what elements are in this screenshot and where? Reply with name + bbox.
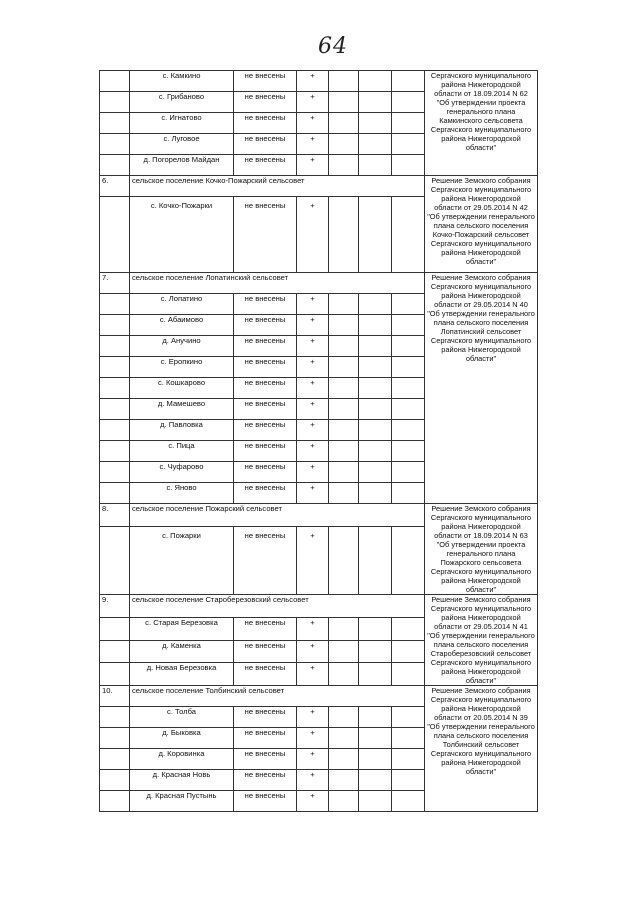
empty-cell xyxy=(329,617,359,640)
section-document: Решение Земского собрания Сергачского муниципального района Нижегородской области от 29.05.2014 N 40 "Об утверждении генерального плана сельского поселения Лопатинский сельсовет Сергачского муниципального района Нижегородской области" xyxy=(425,273,538,504)
row-number-cell xyxy=(100,420,130,441)
section-header-row xyxy=(100,176,538,197)
row-number-cell xyxy=(100,155,130,176)
changes-status: не внесены xyxy=(234,294,297,315)
empty-cell xyxy=(392,315,425,336)
changes-status: не внесены xyxy=(234,420,297,441)
row-number-cell xyxy=(100,399,130,420)
row-number-cell xyxy=(100,770,130,791)
empty-cell xyxy=(359,336,392,357)
row-number-cell xyxy=(100,483,130,504)
empty-cell xyxy=(392,663,425,686)
row-number-cell xyxy=(100,663,130,686)
plan-mark: + xyxy=(297,155,329,176)
row-number-cell xyxy=(100,92,130,113)
plan-mark: + xyxy=(297,92,329,113)
empty-cell xyxy=(392,113,425,134)
empty-cell xyxy=(359,640,392,663)
row-number-cell xyxy=(100,526,130,594)
empty-cell xyxy=(392,399,425,420)
changes-status: не внесены xyxy=(234,770,297,791)
plan-mark: + xyxy=(297,462,329,483)
empty-cell xyxy=(359,134,392,155)
plan-mark: + xyxy=(297,791,329,812)
empty-cell xyxy=(359,483,392,504)
plan-mark: + xyxy=(297,441,329,462)
empty-cell xyxy=(392,462,425,483)
changes-status: не внесены xyxy=(234,336,297,357)
settlement-name: с. Пожарки xyxy=(130,526,234,594)
changes-status: не внесены xyxy=(234,441,297,462)
table-body xyxy=(100,71,538,812)
empty-cell xyxy=(329,707,359,728)
plan-mark: + xyxy=(297,336,329,357)
empty-cell xyxy=(392,197,425,273)
settlement-name: д. Каменка xyxy=(130,640,234,663)
section-document: Решение Земского собрания Сергачского муниципального района Нижегородской области от 29.05.2014 N 41 "Об утверждении генерального плана сельского поселения Староберезовский сельсовет Сергачского муниципального района Нижегородской области" xyxy=(425,595,538,686)
empty-cell xyxy=(329,134,359,155)
empty-cell xyxy=(329,378,359,399)
empty-cell xyxy=(359,526,392,594)
section-title: сельское поселение Лопатинский сельсовет xyxy=(130,273,425,294)
empty-cell xyxy=(329,791,359,812)
changes-status: не внесены xyxy=(234,749,297,770)
plan-mark: + xyxy=(297,420,329,441)
changes-status: не внесены xyxy=(234,71,297,92)
changes-status: не внесены xyxy=(234,663,297,686)
empty-cell xyxy=(392,378,425,399)
empty-cell xyxy=(329,197,359,273)
empty-cell xyxy=(329,92,359,113)
settlement-name: д. Павловка xyxy=(130,420,234,441)
empty-cell xyxy=(329,357,359,378)
settlement-name: д. Погорелов Майдан xyxy=(130,155,234,176)
changes-status: не внесены xyxy=(234,526,297,594)
empty-cell xyxy=(359,92,392,113)
settlements-table xyxy=(99,70,538,812)
empty-cell xyxy=(359,441,392,462)
changes-status: не внесены xyxy=(234,399,297,420)
settlement-name: с. Кошкарово xyxy=(130,378,234,399)
section-number: 6. xyxy=(100,176,130,197)
changes-status: не внесены xyxy=(234,617,297,640)
plan-mark: + xyxy=(297,357,329,378)
settlement-name: д. Новая Березовка xyxy=(130,663,234,686)
changes-status: не внесены xyxy=(234,113,297,134)
section-header-row xyxy=(100,273,538,294)
settlement-name: с. Луговое xyxy=(130,134,234,155)
settlement-name: с. Пица xyxy=(130,441,234,462)
settlement-name: с. Кочко-Пожарки xyxy=(130,197,234,273)
empty-cell xyxy=(329,441,359,462)
changes-status: не внесены xyxy=(234,707,297,728)
settlement-name: д. Красная Новь xyxy=(130,770,234,791)
section-number: 10. xyxy=(100,686,130,707)
empty-cell xyxy=(359,791,392,812)
settlement-name: с. Абаимово xyxy=(130,315,234,336)
empty-cell xyxy=(392,336,425,357)
changes-status: не внесены xyxy=(234,791,297,812)
changes-status: не внесены xyxy=(234,728,297,749)
empty-cell xyxy=(359,155,392,176)
row-number-cell xyxy=(100,640,130,663)
settlement-name: с. Толба xyxy=(130,707,234,728)
empty-cell xyxy=(392,640,425,663)
empty-cell xyxy=(359,420,392,441)
row-number-cell xyxy=(100,357,130,378)
empty-cell xyxy=(392,749,425,770)
empty-cell xyxy=(392,294,425,315)
empty-cell xyxy=(329,336,359,357)
empty-cell xyxy=(329,728,359,749)
changes-status: не внесены xyxy=(234,357,297,378)
section-document: Сергачского муниципального района Нижегородской области от 18.09.2014 N 62 "Об утверждении проекта генерального плана Камкинского сельсовета Сергачского муниципального района Нижегородской области" xyxy=(425,71,538,176)
section-number: 9. xyxy=(100,595,130,618)
settlement-name: с. Чуфарово xyxy=(130,462,234,483)
plan-mark: + xyxy=(297,71,329,92)
empty-cell xyxy=(392,526,425,594)
empty-cell xyxy=(392,707,425,728)
empty-cell xyxy=(392,483,425,504)
table-row xyxy=(100,71,538,92)
row-number-cell xyxy=(100,728,130,749)
row-number-cell xyxy=(100,294,130,315)
empty-cell xyxy=(359,378,392,399)
row-number-cell xyxy=(100,462,130,483)
empty-cell xyxy=(329,640,359,663)
row-number-cell xyxy=(100,134,130,155)
empty-cell xyxy=(329,526,359,594)
plan-mark: + xyxy=(297,770,329,791)
empty-cell xyxy=(329,462,359,483)
empty-cell xyxy=(329,749,359,770)
empty-cell xyxy=(359,663,392,686)
empty-cell xyxy=(359,357,392,378)
section-title: сельское поселение Кочко-Пожарский сельсовет xyxy=(130,176,425,197)
empty-cell xyxy=(359,71,392,92)
empty-cell xyxy=(392,728,425,749)
plan-mark: + xyxy=(297,663,329,686)
empty-cell xyxy=(392,357,425,378)
empty-cell xyxy=(359,399,392,420)
page-number: 64 xyxy=(318,34,348,59)
row-number-cell xyxy=(100,197,130,273)
plan-mark: + xyxy=(297,399,329,420)
row-number-cell xyxy=(100,378,130,399)
row-number-cell xyxy=(100,336,130,357)
settlement-name: с. Старая Березовка xyxy=(130,617,234,640)
plan-mark: + xyxy=(297,197,329,273)
empty-cell xyxy=(392,92,425,113)
plan-mark: + xyxy=(297,749,329,770)
empty-cell xyxy=(329,315,359,336)
section-header-row xyxy=(100,686,538,707)
empty-cell xyxy=(392,155,425,176)
empty-cell xyxy=(329,294,359,315)
row-number-cell xyxy=(100,617,130,640)
section-header-row xyxy=(100,595,538,618)
plan-mark: + xyxy=(297,640,329,663)
changes-status: не внесены xyxy=(234,155,297,176)
empty-cell xyxy=(329,155,359,176)
row-number-cell xyxy=(100,441,130,462)
empty-cell xyxy=(359,462,392,483)
plan-mark: + xyxy=(297,483,329,504)
section-number: 7. xyxy=(100,273,130,294)
empty-cell xyxy=(359,197,392,273)
empty-cell xyxy=(359,728,392,749)
settlement-name: с. Лопатино xyxy=(130,294,234,315)
empty-cell xyxy=(359,315,392,336)
settlement-name: с. Яново xyxy=(130,483,234,504)
empty-cell xyxy=(329,71,359,92)
empty-cell xyxy=(329,663,359,686)
plan-mark: + xyxy=(297,617,329,640)
empty-cell xyxy=(359,294,392,315)
empty-cell xyxy=(359,113,392,134)
settlement-name: д. Красная Пустынь xyxy=(130,791,234,812)
changes-status: не внесены xyxy=(234,134,297,155)
section-title: сельское поселение Староберезовский сельсовет xyxy=(130,595,425,618)
empty-cell xyxy=(392,441,425,462)
empty-cell xyxy=(359,617,392,640)
empty-cell xyxy=(329,420,359,441)
plan-mark: + xyxy=(297,294,329,315)
settlement-name: с. Игнатово xyxy=(130,113,234,134)
settlement-name: д. Мамешево xyxy=(130,399,234,420)
changes-status: не внесены xyxy=(234,462,297,483)
section-number: 8. xyxy=(100,504,130,527)
section-title: сельское поселение Толбинский сельсовет xyxy=(130,686,425,707)
empty-cell xyxy=(392,134,425,155)
plan-mark: + xyxy=(297,526,329,594)
empty-cell xyxy=(392,770,425,791)
row-number-cell xyxy=(100,315,130,336)
plan-mark: + xyxy=(297,113,329,134)
empty-cell xyxy=(329,113,359,134)
plan-mark: + xyxy=(297,134,329,155)
empty-cell xyxy=(329,483,359,504)
row-number-cell xyxy=(100,71,130,92)
section-document: Решение Земского собрания Сергачского муниципального района Нижегородской области от 18.09.2014 N 63 "Об утверждении проекта генерального плана Пожарского сельсовета Сергачского муниципального района Нижегородской области" xyxy=(425,504,538,595)
settlement-name: д. Коровинка xyxy=(130,749,234,770)
empty-cell xyxy=(392,791,425,812)
row-number-cell xyxy=(100,791,130,812)
settlement-name: д. Быковка xyxy=(130,728,234,749)
settlement-name: с. Грибаново xyxy=(130,92,234,113)
section-header-row xyxy=(100,504,538,527)
changes-status: не внесены xyxy=(234,378,297,399)
empty-cell xyxy=(359,707,392,728)
plan-mark: + xyxy=(297,378,329,399)
row-number-cell xyxy=(100,749,130,770)
changes-status: не внесены xyxy=(234,483,297,504)
empty-cell xyxy=(359,770,392,791)
section-document: Решение Земского собрания Сергачского муниципального района Нижегородской области от 20.05.2014 N 39 "Об утверждении генерального плана сельского поселения Толбинский сельсовет Сергачского муниципального района Нижегородской области" xyxy=(425,686,538,812)
empty-cell xyxy=(392,71,425,92)
changes-status: не внесены xyxy=(234,315,297,336)
empty-cell xyxy=(329,770,359,791)
settlement-name: д. Анучино xyxy=(130,336,234,357)
section-title: сельское поселение Пожарский сельсовет xyxy=(130,504,425,527)
empty-cell xyxy=(392,420,425,441)
row-number-cell xyxy=(100,707,130,728)
plan-mark: + xyxy=(297,315,329,336)
plan-mark: + xyxy=(297,728,329,749)
changes-status: не внесены xyxy=(234,640,297,663)
changes-status: не внесены xyxy=(234,92,297,113)
row-number-cell xyxy=(100,113,130,134)
settlement-name: с. Еропкино xyxy=(130,357,234,378)
empty-cell xyxy=(392,617,425,640)
settlement-name: с. Камкино xyxy=(130,71,234,92)
changes-status: не внесены xyxy=(234,197,297,273)
section-document: Решение Земского собрания Сергачского муниципального района Нижегородской области от 29.05.2014 N 42 "Об утверждении генерального плана сельского поселения Кочко-Пожарский сельсовет Сергачского муниципального района Нижегородской области" xyxy=(425,176,538,273)
empty-cell xyxy=(329,399,359,420)
plan-mark: + xyxy=(297,707,329,728)
empty-cell xyxy=(359,749,392,770)
